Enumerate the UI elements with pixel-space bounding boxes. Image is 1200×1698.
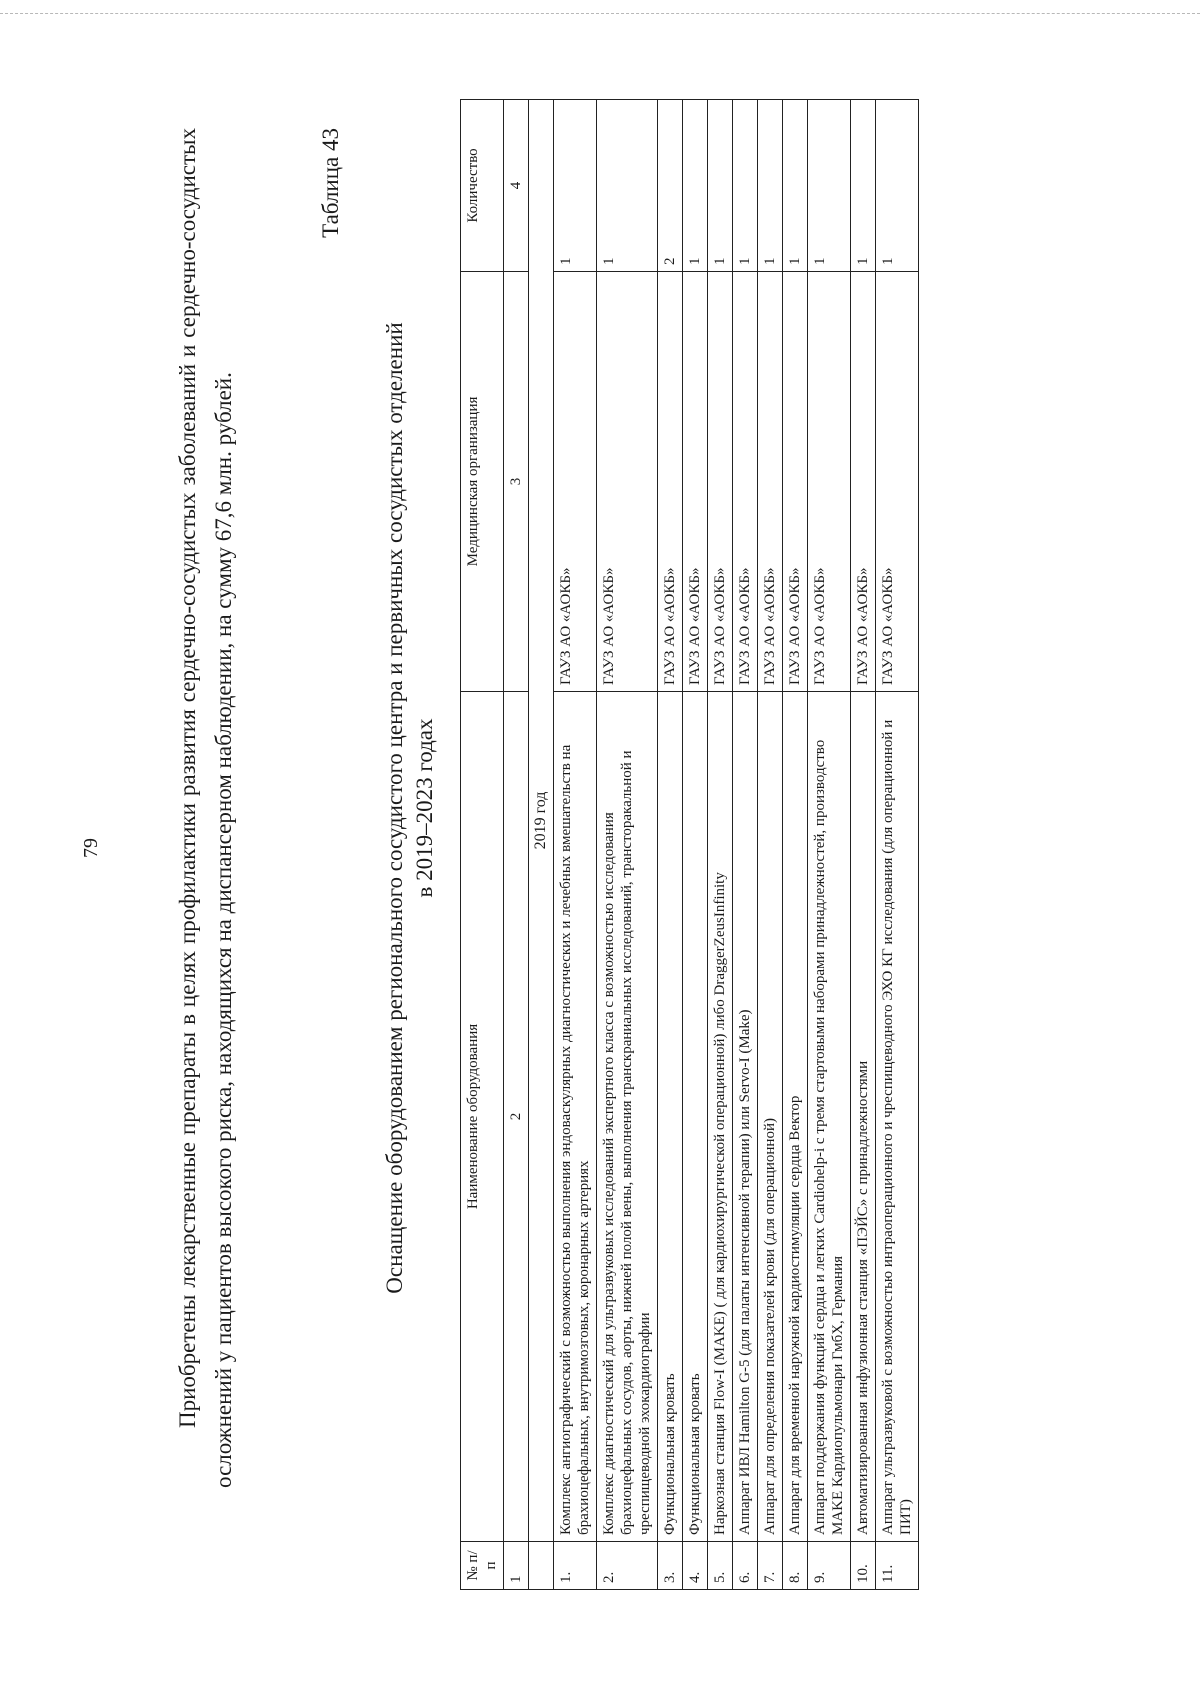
quantity: 1 (783, 100, 808, 272)
quantity: 1 (683, 100, 708, 272)
row-number: 6. (733, 1542, 758, 1590)
header-row (461, 100, 504, 1590)
quantity: 1 (876, 100, 919, 272)
equipment-table-wrap (460, 100, 919, 1590)
row-number: 2. (597, 1542, 658, 1590)
table-row (683, 100, 708, 1590)
equipment-name: Автоматизированная инфузионная станция «ПЭЙС» с принадлежностями (851, 692, 876, 1542)
quantity: 1 (733, 100, 758, 272)
row-number: 5. (708, 1542, 733, 1590)
table-row (554, 100, 597, 1590)
table-title-line1: Оснащение оборудованием регионального сосудистого центра и первичных сосудистых отделений (382, 322, 407, 1294)
organization: ГАУЗ АО «АОКБ» (851, 272, 876, 692)
page-number: 79 (80, 838, 102, 858)
table-row (708, 100, 733, 1590)
table-row (783, 100, 808, 1590)
equipment-name: Функциональная кровать (658, 692, 683, 1542)
equipment-name: Функциональная кровать (683, 692, 708, 1542)
header-org: Медицинская организация (461, 272, 504, 692)
header-num: № п/п (461, 1542, 504, 1590)
quantity: 1 (708, 100, 733, 272)
row-number: 8. (783, 1542, 808, 1590)
organization: ГАУЗ АО «АОКБ» (876, 272, 919, 692)
quantity: 1 (758, 100, 783, 272)
organization: ГАУЗ АО «АОКБ» (658, 272, 683, 692)
table-row (851, 100, 876, 1590)
equipment-name: Аппарат для временной наружной кардиостимуляции сердца Вектор (783, 692, 808, 1542)
equipment-name: Аппарат ультразвуковой с возможностью интраоперационного и чреспищеводного ЭХО КГ исследования (для операционной и ПИТ) (876, 692, 919, 1542)
row-number: 9. (808, 1542, 851, 1590)
quantity: 1 (554, 100, 597, 272)
equipment-table (460, 99, 919, 1590)
equipment-name: Комплекс ангиографический с возможностью выполнения эндоваскулярных диагностических и лечебных вмешательств на брахиоцефальных, внутримозговых, коронарных артериях (554, 692, 597, 1542)
quantity: 1 (851, 100, 876, 272)
quantity: 1 (808, 100, 851, 272)
row-number: 11. (876, 1542, 919, 1590)
column-numbers-row (504, 100, 529, 1590)
row-number: 7. (758, 1542, 783, 1590)
quantity: 1 (597, 100, 658, 272)
equipment-name: Аппарат для определения показателей крови (для операционной) (758, 692, 783, 1542)
table-row (597, 100, 658, 1590)
organization: ГАУЗ АО «АОКБ» (733, 272, 758, 692)
column-number: 1 (504, 1542, 529, 1590)
table-row (658, 100, 683, 1590)
row-number: 1. (554, 1542, 597, 1590)
year-row (529, 100, 554, 1590)
table-label: Таблица 43 (318, 128, 343, 238)
header-qty: Количество (461, 100, 504, 272)
organization: ГАУЗ АО «АОКБ» (597, 272, 658, 692)
organization: ГАУЗ АО «АОКБ» (783, 272, 808, 692)
header-name: Наименование оборудования (461, 692, 504, 1542)
table-title-line2: в 2019–2023 годах (412, 718, 437, 898)
organization: ГАУЗ АО «АОКБ» (683, 272, 708, 692)
organization: ГАУЗ АО «АОКБ» (758, 272, 783, 692)
column-number: 3 (504, 272, 529, 692)
column-number: 4 (504, 100, 529, 272)
quantity: 2 (658, 100, 683, 272)
table-row (876, 100, 919, 1590)
organization: ГАУЗ АО «АОКБ» (554, 272, 597, 692)
table-row (733, 100, 758, 1590)
table-title (380, 198, 440, 1418)
column-number: 2 (504, 692, 529, 1542)
year-row-spacer (529, 1542, 554, 1590)
equipment-name: Наркозная станция Flow-I (MAKE) ( для кардиохирургической операционной) либо DraggerZeusInfinity (708, 692, 733, 1542)
row-number: 3. (658, 1542, 683, 1590)
table-row (758, 100, 783, 1590)
organization: ГАУЗ АО «АОКБ» (808, 272, 851, 692)
equipment-name: Комплекс диагностический для ультразвуковых исследований экспертного класса с возможностью исследования брахиоцефальных сосудов, аорты, нижней полой вены, выполнения транскраниальных исследований, трансторакальной и чреспищеводной эхокардиографии (597, 692, 658, 1542)
organization: ГАУЗ АО «АОКБ» (708, 272, 733, 692)
row-number: 10. (851, 1542, 876, 1590)
equipment-name: Аппарат поддержания функций сердца и легких Cardiohelp-i с тремя стартовыми наборами принадлежностей, производство MAKE Кардиопульмонари ГмбХ, Германия (808, 692, 851, 1542)
table-row (808, 100, 851, 1590)
row-number: 4. (683, 1542, 708, 1590)
equipment-name: Аппарат ИВЛ Hamilton G-5 (для палаты интенсивной терапии) или Servo-I (Make) (733, 692, 758, 1542)
intro-paragraph: Приобретены лекарственные препараты в целях профилактики развития сердечно-сосудистых заболеваний и сердечно-сосудистых осложнений у пациентов высокого риска, находящихся на диспансерном наблюдении, на сумму 67,6 млн. рублей. (175, 128, 236, 1488)
year-label: 2019 год (529, 100, 554, 1542)
